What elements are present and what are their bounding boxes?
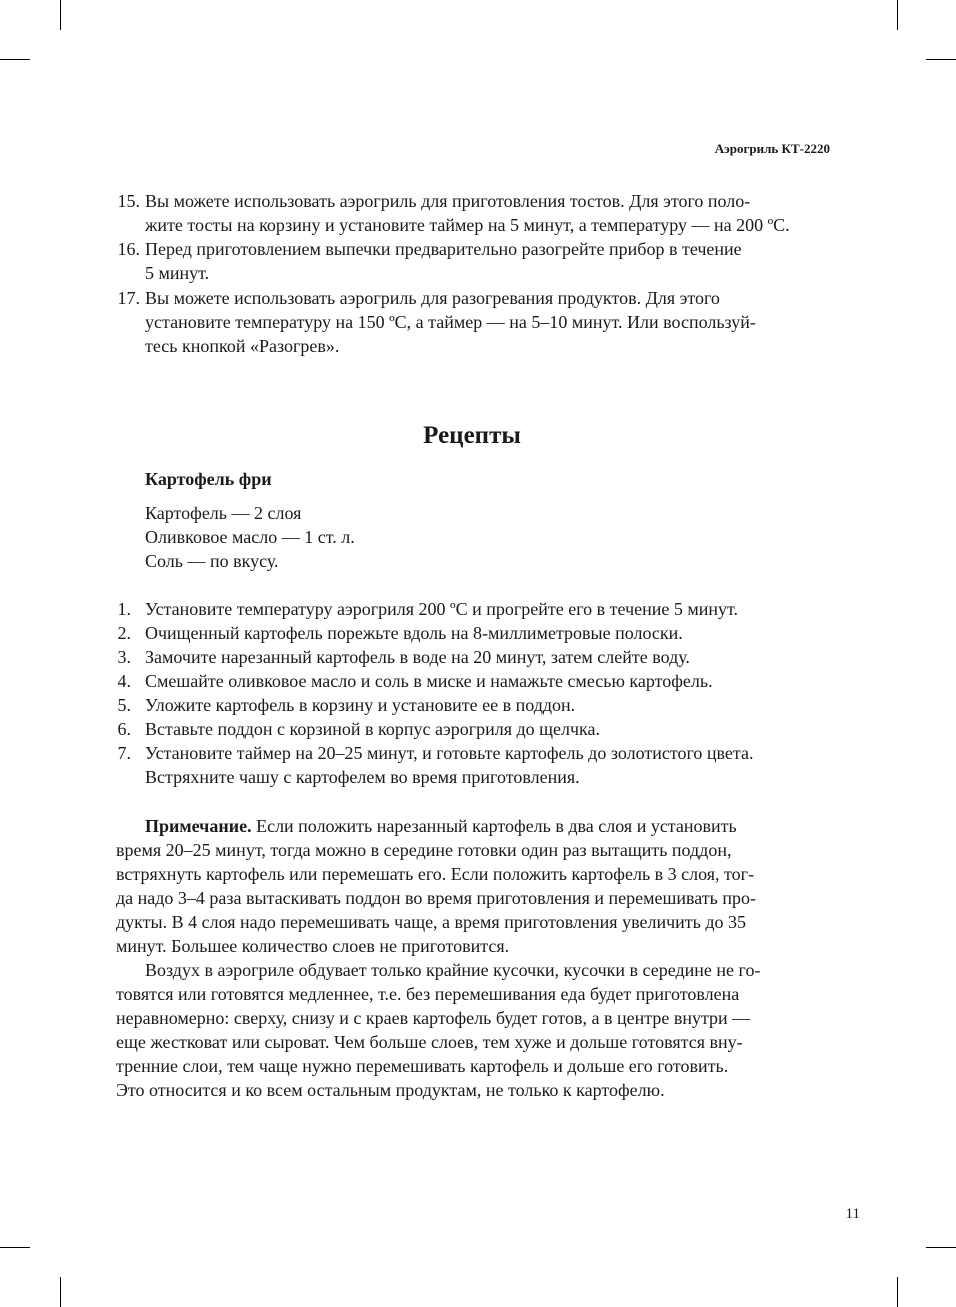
note-label: Примечание.: [145, 816, 252, 836]
step-line: Вставьте поддон с корзиной в корпус аэрогриля до щелчка.: [145, 719, 601, 739]
step-number: 3.: [117, 647, 131, 667]
tip-line: тесь кнопкой «Разогрев».: [145, 336, 340, 356]
step-line: Очищенный картофель порежьте вдоль на 8-миллиметровые полоски.: [145, 623, 683, 643]
note-line: время 20–25 минут, тогда можно в середине готовки один раз вытащить поддон,: [116, 840, 732, 860]
paragraph-line: товятся или готовятся медленнее, т.е. без перемешивания еда будет приготовлена: [116, 984, 740, 1004]
tip-number: 16.: [117, 239, 140, 259]
step-line: Установите температуру аэрогриля 200 ºС и прогрейте его в течение 5 минут.: [145, 599, 739, 619]
tip-line: Вы можете использовать аэрогриль для разогревания продуктов. Для этого: [145, 288, 720, 308]
paragraph-line: Воздух в аэрогриле обдувает только крайние кусочки, кусочки в середине не го-: [145, 960, 761, 980]
ingredient-item: Оливковое масло — 1 ст. л.: [145, 527, 355, 547]
step-number: 1.: [117, 599, 131, 619]
crop-mark: [60, 0, 61, 30]
tip-line: Вы можете использовать аэрогриль для приготовления тостов. Для этого поло-: [145, 191, 751, 211]
tip-number: 17.: [117, 288, 140, 308]
crop-mark: [897, 0, 898, 30]
ingredient-item: Соль — по вкусу.: [145, 551, 279, 571]
note-line: да надо 3–4 раза вытаскивать поддон во время приготовления и перемешивать про-: [116, 888, 756, 908]
step-line: Замочите нарезанный картофель в воде на 20 минут, затем слейте воду.: [145, 647, 690, 667]
ingredient-item: Картофель — 2 слоя: [145, 503, 302, 523]
tip-line: установите температуру на 150 ºС, а таймер — на 5–10 минут. Или воспользуй-: [145, 312, 756, 332]
page-number: 11: [845, 1206, 860, 1222]
step-number: 6.: [117, 719, 131, 739]
tip-number: 15.: [117, 191, 140, 211]
recipe-name: Картофель фри: [145, 469, 272, 489]
crop-mark: [926, 59, 956, 60]
note-line: встряхнуть картофель или перемешать его. Если положить картофель в 3 слоя, тог-: [116, 864, 755, 884]
crop-mark: [60, 1277, 61, 1307]
note-line: минут. Большее количество слоев не приготовится.: [116, 936, 510, 956]
paragraph-line: еще жестковат или сыроват. Чем больше слоев, тем хуже и дольше готовятся вну-: [116, 1032, 743, 1052]
running-header: Аэрогриль КТ-2220: [714, 141, 830, 156]
crop-mark: [897, 1277, 898, 1307]
note-text: Если положить нарезанный картофель в два слоя и установить: [251, 816, 737, 836]
tip-line: жите тосты на корзину и установите таймер на 5 минут, а температуру — на 200 ºС.: [145, 215, 790, 235]
crop-mark: [926, 1247, 956, 1248]
paragraph-line: тренние слои, тем чаще нужно перемешивать картофель и дольше его готовить.: [116, 1056, 729, 1076]
step-number: 2.: [117, 623, 131, 643]
step-line: Установите таймер на 20–25 минут, и готовьте картофель до золотистого цвета.: [145, 743, 754, 763]
paragraph-line: Это относится и ко всем остальным продуктам, не только к картофелю.: [116, 1080, 665, 1100]
note-line: дукты. В 4 слоя надо перемешивать чаще, а время приготовления увеличить до 35: [116, 912, 746, 932]
step-line: Встряхните чашу с картофелем во время приготовления.: [145, 767, 580, 787]
crop-mark: [0, 1247, 30, 1248]
tip-line: 5 минут.: [145, 263, 210, 283]
paragraph-line: неравномерно: сверху, снизу и с краев картофель будет готов, а в центре внутри —: [116, 1008, 751, 1028]
crop-mark: [0, 59, 30, 60]
step-line: Уложите картофель в корзину и установите ее в поддон.: [145, 695, 576, 715]
step-number: 7.: [117, 743, 131, 763]
step-number: 4.: [117, 671, 131, 691]
section-title: Рецепты: [423, 422, 521, 449]
tip-line: Перед приготовлением выпечки предварительно разогрейте прибор в течение: [145, 239, 742, 259]
step-line: Смешайте оливковое масло и соль в миске и намажьте смесью картофель.: [145, 671, 713, 691]
note-first-line: [145, 814, 737, 838]
step-number: 5.: [117, 695, 131, 715]
